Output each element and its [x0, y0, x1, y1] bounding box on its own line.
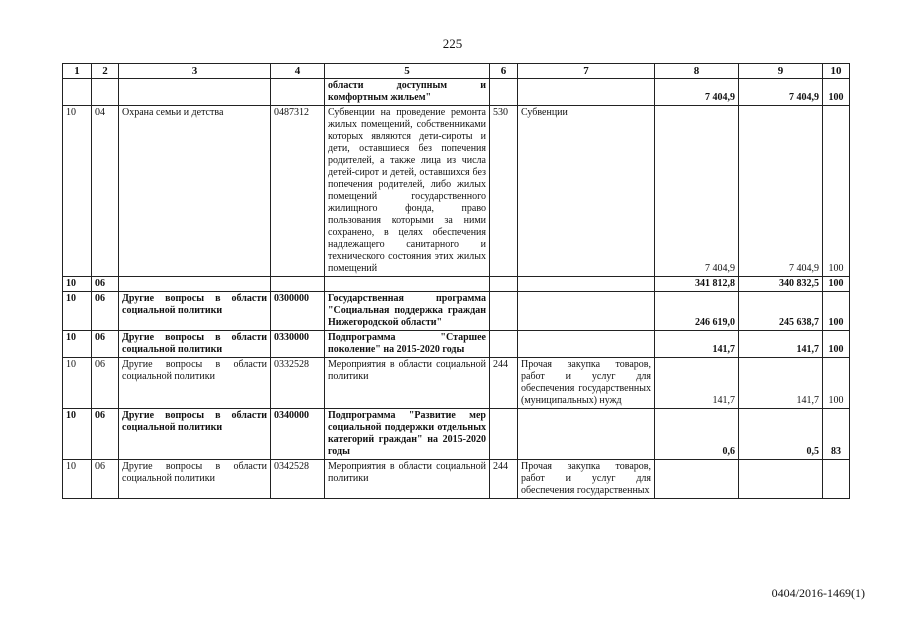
cell-col-10 — [823, 460, 850, 499]
cell-col-6: 530 — [490, 106, 518, 277]
cell-col-8: 341 812,8 — [655, 277, 739, 292]
cell-col-2: 06 — [92, 331, 119, 358]
cell-col-4: 0300000 — [271, 292, 325, 331]
cell-col-1: 10 — [63, 106, 92, 277]
cell-col-9: 7 404,9 — [739, 106, 823, 277]
cell-col-10: 100 — [823, 331, 850, 358]
cell-col-5: Подпрограмма "Развитие мер социальной поддержки отдельных категорий граждан" на 2015-2020 годы — [325, 409, 490, 460]
table-row — [63, 331, 850, 358]
cell-col-4 — [271, 277, 325, 292]
cell-col-2: 06 — [92, 292, 119, 331]
col-header-4: 4 — [271, 64, 325, 79]
page-number: 225 — [442, 36, 463, 51]
cell-col-2: 06 — [92, 460, 119, 499]
cell-col-5 — [325, 277, 490, 292]
cell-col-2 — [92, 79, 119, 106]
table-row — [63, 460, 850, 499]
col-header-5: 5 — [325, 64, 490, 79]
cell-col-6: 244 — [490, 460, 518, 499]
cell-col-6 — [490, 331, 518, 358]
cell-col-3: Другие вопросы в области социальной политики — [119, 409, 271, 460]
cell-col-7 — [518, 409, 655, 460]
cell-col-4: 0342528 — [271, 460, 325, 499]
cell-col-2: 04 — [92, 106, 119, 277]
cell-col-8: 0,6 — [655, 409, 739, 460]
cell-col-1: 10 — [63, 331, 92, 358]
cell-col-5: Государственная программа "Социальная поддержка граждан Нижегородской области" — [325, 292, 490, 331]
table-row — [63, 79, 850, 106]
cell-col-3: Охрана семьи и детства — [119, 106, 271, 277]
cell-col-4: 0340000 — [271, 409, 325, 460]
cell-col-3: Другие вопросы в области социальной политики — [119, 331, 271, 358]
cell-col-7 — [518, 292, 655, 331]
cell-col-6 — [490, 292, 518, 331]
col-header-6: 6 — [490, 64, 518, 79]
cell-col-3: Другие вопросы в области социальной политики — [119, 358, 271, 409]
cell-col-8: 7 404,9 — [655, 106, 739, 277]
cell-col-1: 10 — [63, 358, 92, 409]
cell-col-9: 340 832,5 — [739, 277, 823, 292]
cell-col-9: 0,5 — [739, 409, 823, 460]
cell-col-1: 10 — [63, 460, 92, 499]
cell-col-6 — [490, 409, 518, 460]
cell-col-3: Другие вопросы в области социальной политики — [119, 460, 271, 499]
cell-col-9: 245 638,7 — [739, 292, 823, 331]
cell-col-8: 7 404,9 — [655, 79, 739, 106]
cell-col-8: 141,7 — [655, 358, 739, 409]
cell-col-2: 06 — [92, 409, 119, 460]
cell-col-2: 06 — [92, 277, 119, 292]
col-header-9: 9 — [739, 64, 823, 79]
table-row — [63, 409, 850, 460]
cell-col-8: 246 619,0 — [655, 292, 739, 331]
cell-col-3 — [119, 277, 271, 292]
cell-col-7 — [518, 277, 655, 292]
cell-col-2: 06 — [92, 358, 119, 409]
cell-col-10: 100 — [823, 358, 850, 409]
col-header-1: 1 — [63, 64, 92, 79]
cell-col-6 — [490, 277, 518, 292]
cell-col-5: Субвенции на проведение ремонта жилых помещений, собственниками которых являются дети-сироты и дети, оставшиеся без попечения родителей, а также лица из числа детей-сирот и детей, оставшихся без попечения родителей, либо жилых помещений государственного жилищного фонда, право пользования которыми за ними сохранено, в целях обеспечения надлежащего санитарного и технического состояния этих жилых помещений — [325, 106, 490, 277]
cell-col-9 — [739, 460, 823, 499]
cell-col-4 — [271, 79, 325, 106]
cell-col-7 — [518, 331, 655, 358]
cell-col-10: 100 — [823, 106, 850, 277]
cell-col-1: 10 — [63, 292, 92, 331]
col-header-8: 8 — [655, 64, 739, 79]
cell-col-7: Прочая закупка товаров, работ и услуг для обеспечения государственных (муниципальных) нужд — [518, 358, 655, 409]
cell-col-7: Прочая закупка товаров, работ и услуг для обеспечения государственных — [518, 460, 655, 499]
cell-col-4: 0487312 — [271, 106, 325, 277]
cell-col-5: Мероприятия в области социальной политики — [325, 358, 490, 409]
cell-col-4: 0332528 — [271, 358, 325, 409]
cell-col-5: области доступным и комфортным жильем" — [325, 79, 490, 106]
cell-col-9: 141,7 — [739, 331, 823, 358]
cell-col-3 — [119, 79, 271, 106]
table-row — [63, 106, 850, 277]
table-row — [63, 277, 850, 292]
cell-col-10: 100 — [823, 292, 850, 331]
col-header-2: 2 — [92, 64, 119, 79]
col-header-10: 10 — [823, 64, 850, 79]
cell-col-1 — [63, 79, 92, 106]
cell-col-10: 83 — [823, 409, 850, 460]
header-row — [63, 64, 850, 79]
cell-col-1: 10 — [63, 409, 92, 460]
cell-col-10: 100 — [823, 277, 850, 292]
cell-col-4: 0330000 — [271, 331, 325, 358]
cell-col-6: 244 — [490, 358, 518, 409]
cell-col-10: 100 — [823, 79, 850, 106]
cell-col-8 — [655, 460, 739, 499]
col-header-3: 3 — [119, 64, 271, 79]
cell-col-5: Подпрограмма "Старшее поколение" на 2015-2020 годы — [325, 331, 490, 358]
col-header-7: 7 — [518, 64, 655, 79]
table-row — [63, 292, 850, 331]
cell-col-7 — [518, 79, 655, 106]
cell-col-1: 10 — [63, 277, 92, 292]
footer-doc-code: 0404/2016-1469(1) — [771, 586, 865, 600]
cell-col-9: 141,7 — [739, 358, 823, 409]
cell-col-5: Мероприятия в области социальной политики — [325, 460, 490, 499]
cell-col-6 — [490, 79, 518, 106]
cell-col-7: Субвенции — [518, 106, 655, 277]
table-row — [63, 358, 850, 409]
cell-col-8: 141,7 — [655, 331, 739, 358]
cell-col-9: 7 404,9 — [739, 79, 823, 106]
budget-table — [62, 63, 850, 499]
cell-col-3: Другие вопросы в области социальной политики — [119, 292, 271, 331]
